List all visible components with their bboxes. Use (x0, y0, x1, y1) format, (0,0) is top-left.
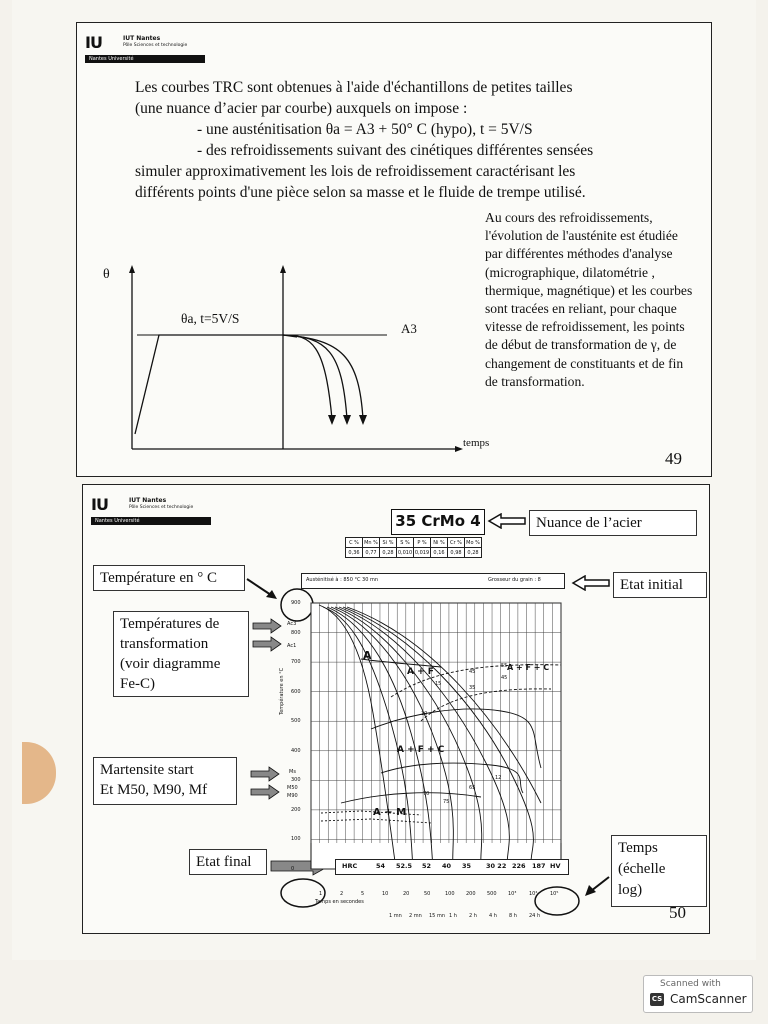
marker-m50: M50 (287, 785, 298, 791)
y-arrow (129, 265, 135, 273)
side-text: Au cours des refroidissements, l'évolution de l'austénite est étudiée par différentes méthodes d'analyse (micrographique, dilatométrie , thermique, magnétique) et les courbes sont tracées en reliant, pour chaque vitesse de refroidissement, les points de début de transformation de γ, de changement de constituants et de fin de transformation. (485, 210, 693, 389)
x-tick-label: 2 (340, 891, 344, 897)
nuance-label: Nuance de l’acier (529, 510, 697, 536)
curve-num-1: 45 (469, 669, 476, 675)
hrc-value-2: 52.5 (396, 862, 413, 870)
arrow-1 (328, 415, 336, 425)
comp-header: S % (397, 538, 414, 548)
phase-am: A + M (373, 807, 407, 818)
comp-value: 0,77 (363, 548, 380, 558)
para-line-1: Les courbes TRC sont obtenues à l'aide d'échantillons de petites tailles (135, 79, 573, 96)
martensite-line-1: Martensite start (100, 762, 194, 778)
y-tick-label: 100 (291, 836, 301, 843)
x-tick-label: 100 (445, 891, 455, 897)
marker-ac1: Ac1 (287, 643, 297, 649)
comp-value: 0,16 (431, 548, 448, 558)
y-tick-label: 400 (291, 747, 301, 754)
time-mark-label: 1 mn (389, 913, 402, 919)
phase-af: A + F (407, 667, 434, 677)
comp-header: Mo % (466, 539, 480, 546)
hrc-value-4: 40 (442, 862, 452, 870)
arrow-3 (359, 415, 367, 425)
logo-bar: Nantes Université (85, 55, 205, 63)
page-number-50: 50 (669, 903, 686, 922)
page-number-49: 49 (665, 449, 682, 468)
temperature-label: Température en ° C (93, 565, 245, 591)
logo-mark: IU (85, 33, 102, 52)
logo-line2-2: Pôle Sciences et technologie (129, 505, 194, 510)
y-tick-label: 500 (291, 718, 301, 725)
slide-49 (76, 22, 712, 477)
iut-logo-2 (91, 493, 221, 529)
temps-line-1: Temps (618, 840, 658, 856)
para-line-5: simuler approximativement les lois de refroidissement caractérisant les (135, 163, 576, 180)
cooling-graph (97, 259, 490, 469)
hrc-value-5: 35 (462, 862, 472, 870)
composition-table (345, 537, 482, 558)
x-tick-label: 20 (403, 891, 410, 897)
nuance-arrow (487, 513, 527, 529)
hrc-value-9: HV (550, 862, 561, 870)
time-mark-label: 8 h (509, 913, 517, 919)
curve-num-4: 15 (435, 681, 442, 687)
arrow-2 (343, 415, 351, 425)
para-line-4: - des refroidissements suivant des cinétiques différentes sensées (197, 142, 594, 159)
austenitization-text: Austénitisé à : 850 °C 30 mn (306, 577, 379, 583)
y-tick-label: 900 (291, 600, 301, 606)
curve-num-5: 35 (469, 685, 476, 691)
hrc-value-7: 226 (512, 862, 526, 870)
curve-num-8: 65 (469, 785, 476, 791)
comp-header: Cr % (448, 538, 465, 548)
temps-arrow (583, 873, 613, 899)
divider-arrow (280, 265, 286, 273)
x-tick-label: 50 (424, 891, 431, 897)
thumb (22, 742, 56, 804)
comp-header: C % (346, 538, 363, 548)
x-tick-label: 10³ (508, 891, 517, 897)
comp-value: 0,28 (380, 548, 397, 558)
time-mark-label: 1 h (449, 913, 457, 919)
x-tick-label: 5 (361, 891, 365, 897)
curve-num-6: 10 (421, 711, 428, 717)
y-tick-label: 200 (291, 806, 301, 813)
para-line-3: - une austénitisation θa = A3 + 50° C (hypo), t = 5V/S (197, 121, 533, 138)
logo-mark-2: IU (91, 495, 108, 514)
x-arrow (455, 446, 463, 452)
curve-num-10: 70 (423, 791, 430, 797)
scanner-line2: CamScanner (670, 992, 747, 1006)
comp-header: Si % (380, 538, 397, 548)
y-tick-label: 600 (291, 688, 301, 695)
curve-num-7: 12 (495, 775, 502, 781)
temps-label: temps (463, 437, 490, 449)
iut-logo (85, 31, 215, 67)
y-axis-title: Température en °C (279, 667, 285, 715)
phase-afc-2: A + F + C (397, 745, 445, 755)
x-tick-label: 10⁴ (529, 891, 538, 897)
para-line-2: (une nuance d’acier par courbe) auxquels on impose : (135, 100, 468, 117)
steel-grade: 35 CrMo 4 (391, 509, 485, 535)
marker-ms: Ms (289, 769, 296, 775)
martensite-arrows (249, 765, 285, 801)
martensite-label (93, 757, 237, 805)
comp-value: 0,28 (465, 548, 482, 558)
logo-line1: IUT Nantes (123, 35, 161, 42)
hrc-strip (335, 859, 569, 875)
comp-value: 0,36 (346, 548, 363, 558)
etat-initial-arrow (571, 575, 611, 591)
marker-m90: M90 (287, 793, 298, 799)
x-tick-label: 10 (382, 891, 389, 897)
time-mark-label: 15 mn (429, 913, 445, 919)
time-mark-label: 2 h (469, 913, 477, 919)
a3-label: A3 (401, 321, 417, 336)
logo-line2: Pôle Sciences et technologie (123, 43, 188, 48)
martensite-line-2: Et M50, M90, Mf (100, 782, 208, 798)
hrc-value-3: 52 (422, 862, 432, 870)
transformation-line-1: Températures de (120, 616, 220, 632)
y-tick-label: 700 (291, 659, 301, 666)
logo-bar-2: Nantes Université (91, 517, 211, 525)
temps-line-2: (échelle (618, 861, 666, 877)
temps-line-3: log) (618, 882, 643, 898)
transformation-label (113, 611, 249, 697)
marker-ac3: Ac3 (287, 621, 297, 627)
theta-label: θ (103, 267, 110, 282)
transformation-line-2: transformation (120, 636, 209, 652)
y-tick-label: 300 (291, 777, 301, 784)
logo-line1-2: IUT Nantes (129, 497, 167, 504)
y-tick-label: 800 (291, 629, 301, 636)
hrc-value-1: 54 (376, 862, 386, 870)
camscanner-logo-icon: CS (650, 993, 664, 1006)
time-mark-label: 4 h (489, 913, 497, 919)
hrc-value-6: 30 22 (486, 862, 507, 870)
scanner-line1: Scanned with (660, 979, 721, 989)
curve-num-9: 75 (443, 799, 450, 805)
scanned-page (12, 0, 756, 960)
transformation-line-3: (voir diagramme (120, 656, 221, 672)
comp-value: 0,98 (448, 548, 465, 558)
x-axis-title: Temps en secondes (315, 899, 364, 905)
hold-label: θa, t=5V/S (181, 311, 240, 326)
para-line-6: différents points d'une pièce selon sa masse et le fluide de trempe utilisé. (135, 184, 586, 201)
curve-num-3: 45 (501, 675, 508, 681)
x-tick-label: 10⁵ (550, 891, 559, 897)
x-tick-label: 1 (319, 891, 323, 897)
curve-num-2: 55 (501, 663, 508, 669)
hrc-label: HRC (342, 862, 358, 870)
x-tick-label: 200 (466, 891, 476, 897)
comp-value: 0,019 (414, 549, 430, 556)
comp-value: 0,010 (397, 549, 413, 556)
time-mark-label: 2 mn (409, 913, 422, 919)
time-mark-label: 24 h (529, 913, 541, 919)
temperature-arrow (245, 577, 281, 601)
comp-header: Mn % (364, 539, 378, 546)
phase-a: A (363, 649, 372, 662)
austenitization-bar (301, 573, 565, 589)
cooling-curve-3 (283, 335, 363, 419)
heating-curve (135, 335, 297, 434)
camscanner-badge (643, 975, 753, 1013)
y-tick-label: 0 (291, 866, 295, 872)
phase-afc-1: A + F + C (507, 663, 550, 672)
slide-50 (82, 484, 710, 934)
x-tick-label: 500 (487, 891, 497, 897)
transformation-arrows (251, 617, 287, 653)
transformation-line-4: Fe-C) (120, 676, 155, 692)
grain-text: Grosseur du grain : 8 (488, 577, 541, 583)
hrc-value-8: 187 (532, 862, 546, 870)
temps-label (611, 835, 707, 907)
etat-final-label: Etat final (189, 849, 267, 875)
comp-header: Ni % (431, 538, 448, 548)
comp-header: P % (414, 538, 431, 548)
etat-initial-label: Etat initial (613, 572, 707, 598)
